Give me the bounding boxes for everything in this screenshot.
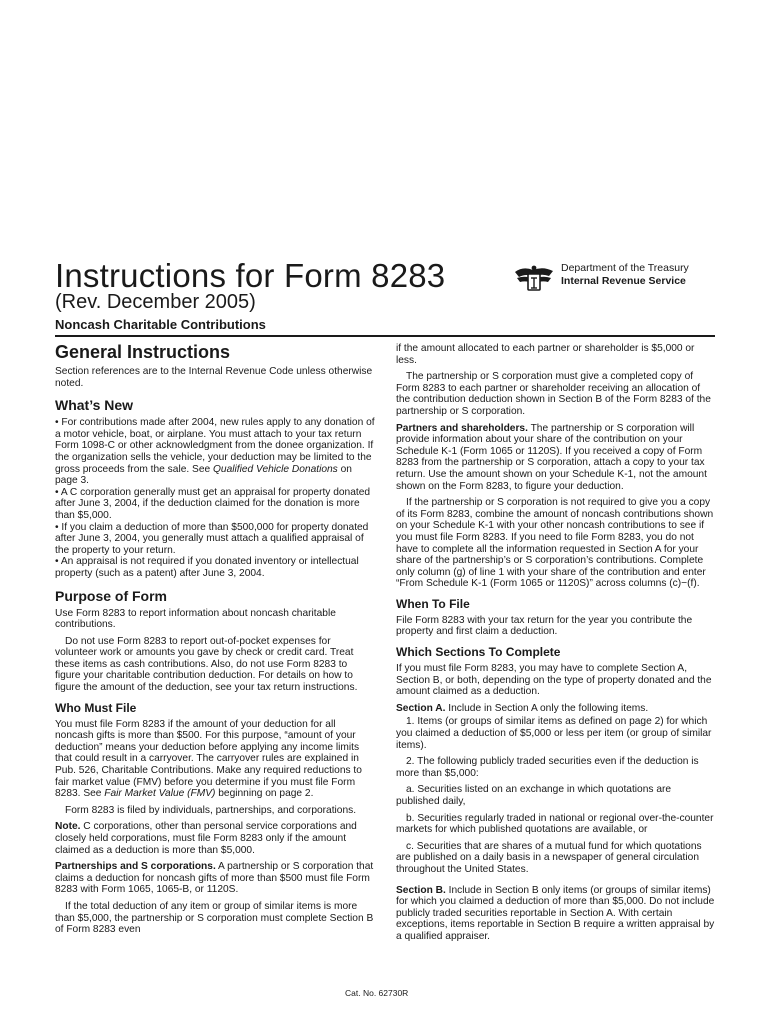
who-must-file-paragraph — [55, 719, 375, 800]
copy-paragraph: The partnership or S corporation must give a completed copy of Form 8283 to each partner or shareholder receiving an allocation of the contribution deduction shown in Section B of the Form 8283 of the partnership or S corporation. — [396, 371, 711, 417]
catalog-number: Cat. No. 62730R — [345, 988, 409, 998]
whats-new-bullet-3: • If you claim a deduction of more than $500,000 for property donated after June 3, 2004, you generally must attach a qualified appraisal of the property to your return. — [55, 521, 369, 556]
note-paragraph — [55, 821, 375, 856]
which-sections-paragraph: If you must file Form 8283, you may have to complete Section A, Section B, or both, depending on the type of property donated and the amount claimed as a deduction. — [396, 663, 712, 698]
page-title: Instructions for Form 8283 — [55, 257, 446, 294]
section-a-item-c: c. Securities that are shares of a mutual fund for which quotations are published on a daily basis in a newspaper of general circulation throughout the United States. — [396, 840, 702, 875]
section-a-text: Include in Section A only the following items. — [445, 702, 649, 714]
form-subtitle: Noncash Charitable Contributions — [55, 317, 266, 332]
purpose-paragraph-2: Do not use Form 8283 to report out-of-pocket expenses for volunteer work or amounts you gave by check or credit card. Treat these items as cash contributions. Also, do not use Form 8283 to figure your charitable contribution deduction. For details on how to figure the amount of the deduction, see your tax return instructions. — [55, 635, 358, 694]
section-a-item-1: 1. Items (or groups of similar items as defined on page 2) for which you claimed a deduction of $5,000 or less per item (or group of similar items). — [396, 716, 712, 751]
section-a-label: Section A. — [396, 702, 446, 714]
partners-text: The partnership or S corporation will provide information about your share of the contribution on your Schedule K-1 (Form 1065 or 1120S). If you received a copy of Form 8283 from the partnership or S corporation, attach a copy to your tax return. Use the amount shown on your Schedule K-1, not the amount shown on the Form 8283, to figure your deduction. — [396, 422, 707, 492]
bullet-text: on page 3. — [55, 463, 352, 487]
purpose-paragraph-1: Use Form 8283 to report information about noncash charitable contributions. — [55, 607, 336, 631]
paragraph-text: You must file Form 8283 if the amount of your deduction for all noncash gifts is more than $500. For this purpose, “amount of your deduction” means your deduction before applying any income limits that could result in a carryover. The carryover rules are explained in Pub. 526, Charitable Contributions. Make any required reductions to fair market value (FMV) before you determine if you must file Form 8283. See — [55, 718, 362, 800]
agency-department: Department of the Treasury — [561, 262, 689, 274]
agency-name: Internal Revenue Service — [561, 275, 686, 287]
section-references-text: Section references are to the Internal Revenue Code unless otherwise noted. — [55, 366, 373, 389]
filers-paragraph: Form 8283 is filed by individuals, partnerships, and corporations. — [65, 804, 357, 816]
irs-eagle-logo-icon — [513, 262, 555, 294]
not-required-paragraph: If the partnership or S corporation is not required to give you a copy of its Form 8283, combine the amount of noncash contributions shown on your Schedule K-1 with your other noncash contributions to see if you must file Form 8283. If you need to file Form 8283, you do not have to complete all the information requested in Section A for your share of the partnership’s or S corporation’s contributions. Complete only column (g) of line 1 with your share of the contribution and enter “From Schedule K-1 (Form 1065 or 1120S)” across columns (c)−(f). — [396, 497, 714, 590]
general-instructions-heading: General Instructions — [55, 342, 231, 362]
partners-paragraph — [396, 423, 716, 493]
partnerships-text: A partnership or S corporation that claims a deduction for noncash gifts of more than $500 must file Form 8283 with Form 1065, 1065-B, or 1120S. — [55, 861, 374, 896]
note-label: Note. — [55, 821, 81, 833]
note-text: C corporations, other than personal service corporations and closely held corporations, must file Form 8283 only if the amount claimed as a deduction is more than $5,000. — [55, 821, 357, 856]
section-a-item-2: 2. The following publicly traded securities even if the deduction is more than $5,000: — [396, 756, 699, 779]
section-a-item-b: b. Securities regularly traded in national or regional over-the-counter markets for which published quotations are available, or — [396, 812, 714, 836]
whats-new-heading: What’s New — [55, 397, 134, 414]
section-b-label: Section B. — [396, 884, 446, 896]
who-must-file-heading: Who Must File — [55, 700, 137, 715]
continued-paragraph: if the amount allocated to each partner or shareholder is $5,000 or less. — [396, 343, 695, 366]
fmv-ref: Fair Market Value (FMV) — [104, 788, 216, 800]
section-b-paragraph — [396, 885, 716, 943]
bullet-text: • For contributions made after 2004, new rules apply to any donation of a motor vehicle, boat, or airplane. You must attach to your tax return Form 1098-C or other acknowledgment from the donee organization. If the organization sells the vehicle, your deduction may be limited to the gross proceeds from the sale. See — [55, 417, 375, 475]
section-b-text: Include in Section B only items (or groups of similar items) for which you claimed a deduction of more than $5,000. Do not include publicly traded securities reportable in Section A. With certain exceptions, items reportable in Section B require a written appraisal by a qualified appraiser. — [396, 884, 715, 942]
section-a-item-a: a. Securities listed on an exchange in which quotations are published daily, — [396, 784, 672, 807]
when-to-file-heading: When To File — [396, 596, 470, 611]
whats-new-bullet-2: • A C corporation generally must get an appraisal for property donated after June 3, 2004, if the deduction claimed for the donation is more than $5,000. — [55, 486, 371, 521]
qualified-vehicle-donations-ref: Qualified Vehicle Donations — [213, 463, 338, 475]
paragraph-text: beginning on page 2. — [215, 788, 314, 800]
partnerships-paragraph — [55, 861, 375, 896]
purpose-heading: Purpose of Form — [55, 587, 168, 604]
left-column — [55, 341, 375, 941]
revision-date: (Rev. December 2005) — [55, 291, 256, 313]
section-a-paragraph — [396, 703, 716, 715]
when-to-file-paragraph: File Form 8283 with your tax return for the year you contribute the property and first claim a deduction. — [396, 614, 693, 638]
partnerships-label: Partnerships and S corporations. — [55, 861, 216, 873]
agency-block — [513, 262, 723, 296]
title-divider — [55, 335, 715, 337]
total-deduction-paragraph: If the total deduction of any item or group of similar items is more than $5,000, the partnership or S corporation must complete Section B of Form 8283 even — [55, 900, 374, 936]
partners-label: Partners and shareholders. — [396, 422, 528, 434]
right-column — [396, 343, 716, 948]
whats-new-bullet-1 — [55, 417, 375, 487]
whats-new-bullet-4: • An appraisal is not required if you donated inventory or intellectual property (such as a patent) after June 3, 2004. — [55, 556, 359, 579]
which-sections-heading: Which Sections To Complete — [396, 645, 561, 660]
